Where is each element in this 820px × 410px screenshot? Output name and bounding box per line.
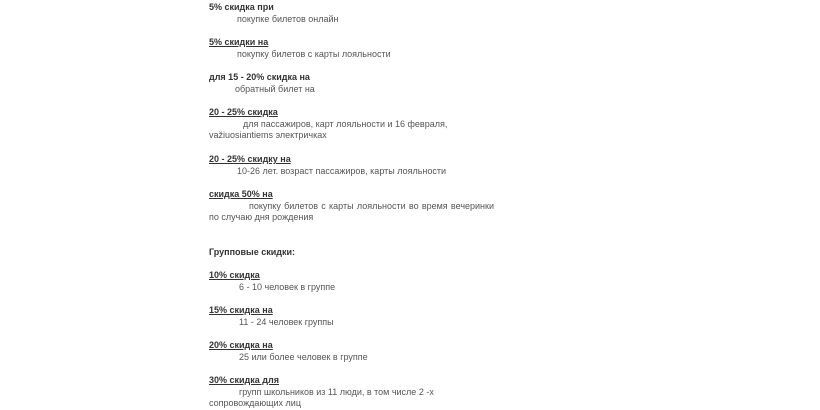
group-discount-title: 10% скидка [209,270,260,280]
group-discount-title: 15% скидка на [209,305,273,315]
group-discount-description: 11 - 24 человек группы [239,316,334,327]
group-discount-item [209,340,494,363]
discount-item [209,37,494,60]
discount-description: покупку билетов с карты лояльности [237,48,391,59]
discount-title: для 15 - 20% скидка на [209,72,310,82]
discount-item [209,107,494,142]
discount-description: покупке билетов онлайн [237,13,339,24]
discount-item [209,2,494,25]
group-discount-title: 30% скидка для [209,375,279,385]
group-discount-item [209,270,494,293]
discount-title: скидка 50% на [209,189,273,199]
discount-description: покупку билетов с карты лояльности во время вечеринки по случаю дня рождения [209,200,494,222]
group-discount-description: групп школьников из 11 люди, в том числе 2 -х сопровождающих лиц [209,386,434,408]
group-discounts-heading: Групповые скидки: [209,247,296,257]
discount-item [209,154,494,177]
discount-title: 5% скидка при [209,2,274,12]
group-discount-description: 6 - 10 человек в группе [239,281,336,292]
discount-item [209,189,494,224]
group-discount-title: 20% скидка на [209,340,273,350]
group-discount-description: 25 или более человек в группе [239,351,368,362]
discount-title: 5% скидки на [209,37,269,47]
discount-description: 10-26 лет. возраст пассажиров, карты лояльности [237,165,447,176]
group-discount-item [209,375,494,410]
discount-title: 20 - 25% скидку на [209,154,291,164]
discount-item [209,72,494,95]
group-discount-item [209,305,494,328]
discount-description: обратный билет на [235,83,315,94]
discount-description: для пассажиров, карт лояльности и 16 февраля, važiuosiantiems электричках [209,118,448,140]
discount-title: 20 - 25% скидка [209,107,278,117]
